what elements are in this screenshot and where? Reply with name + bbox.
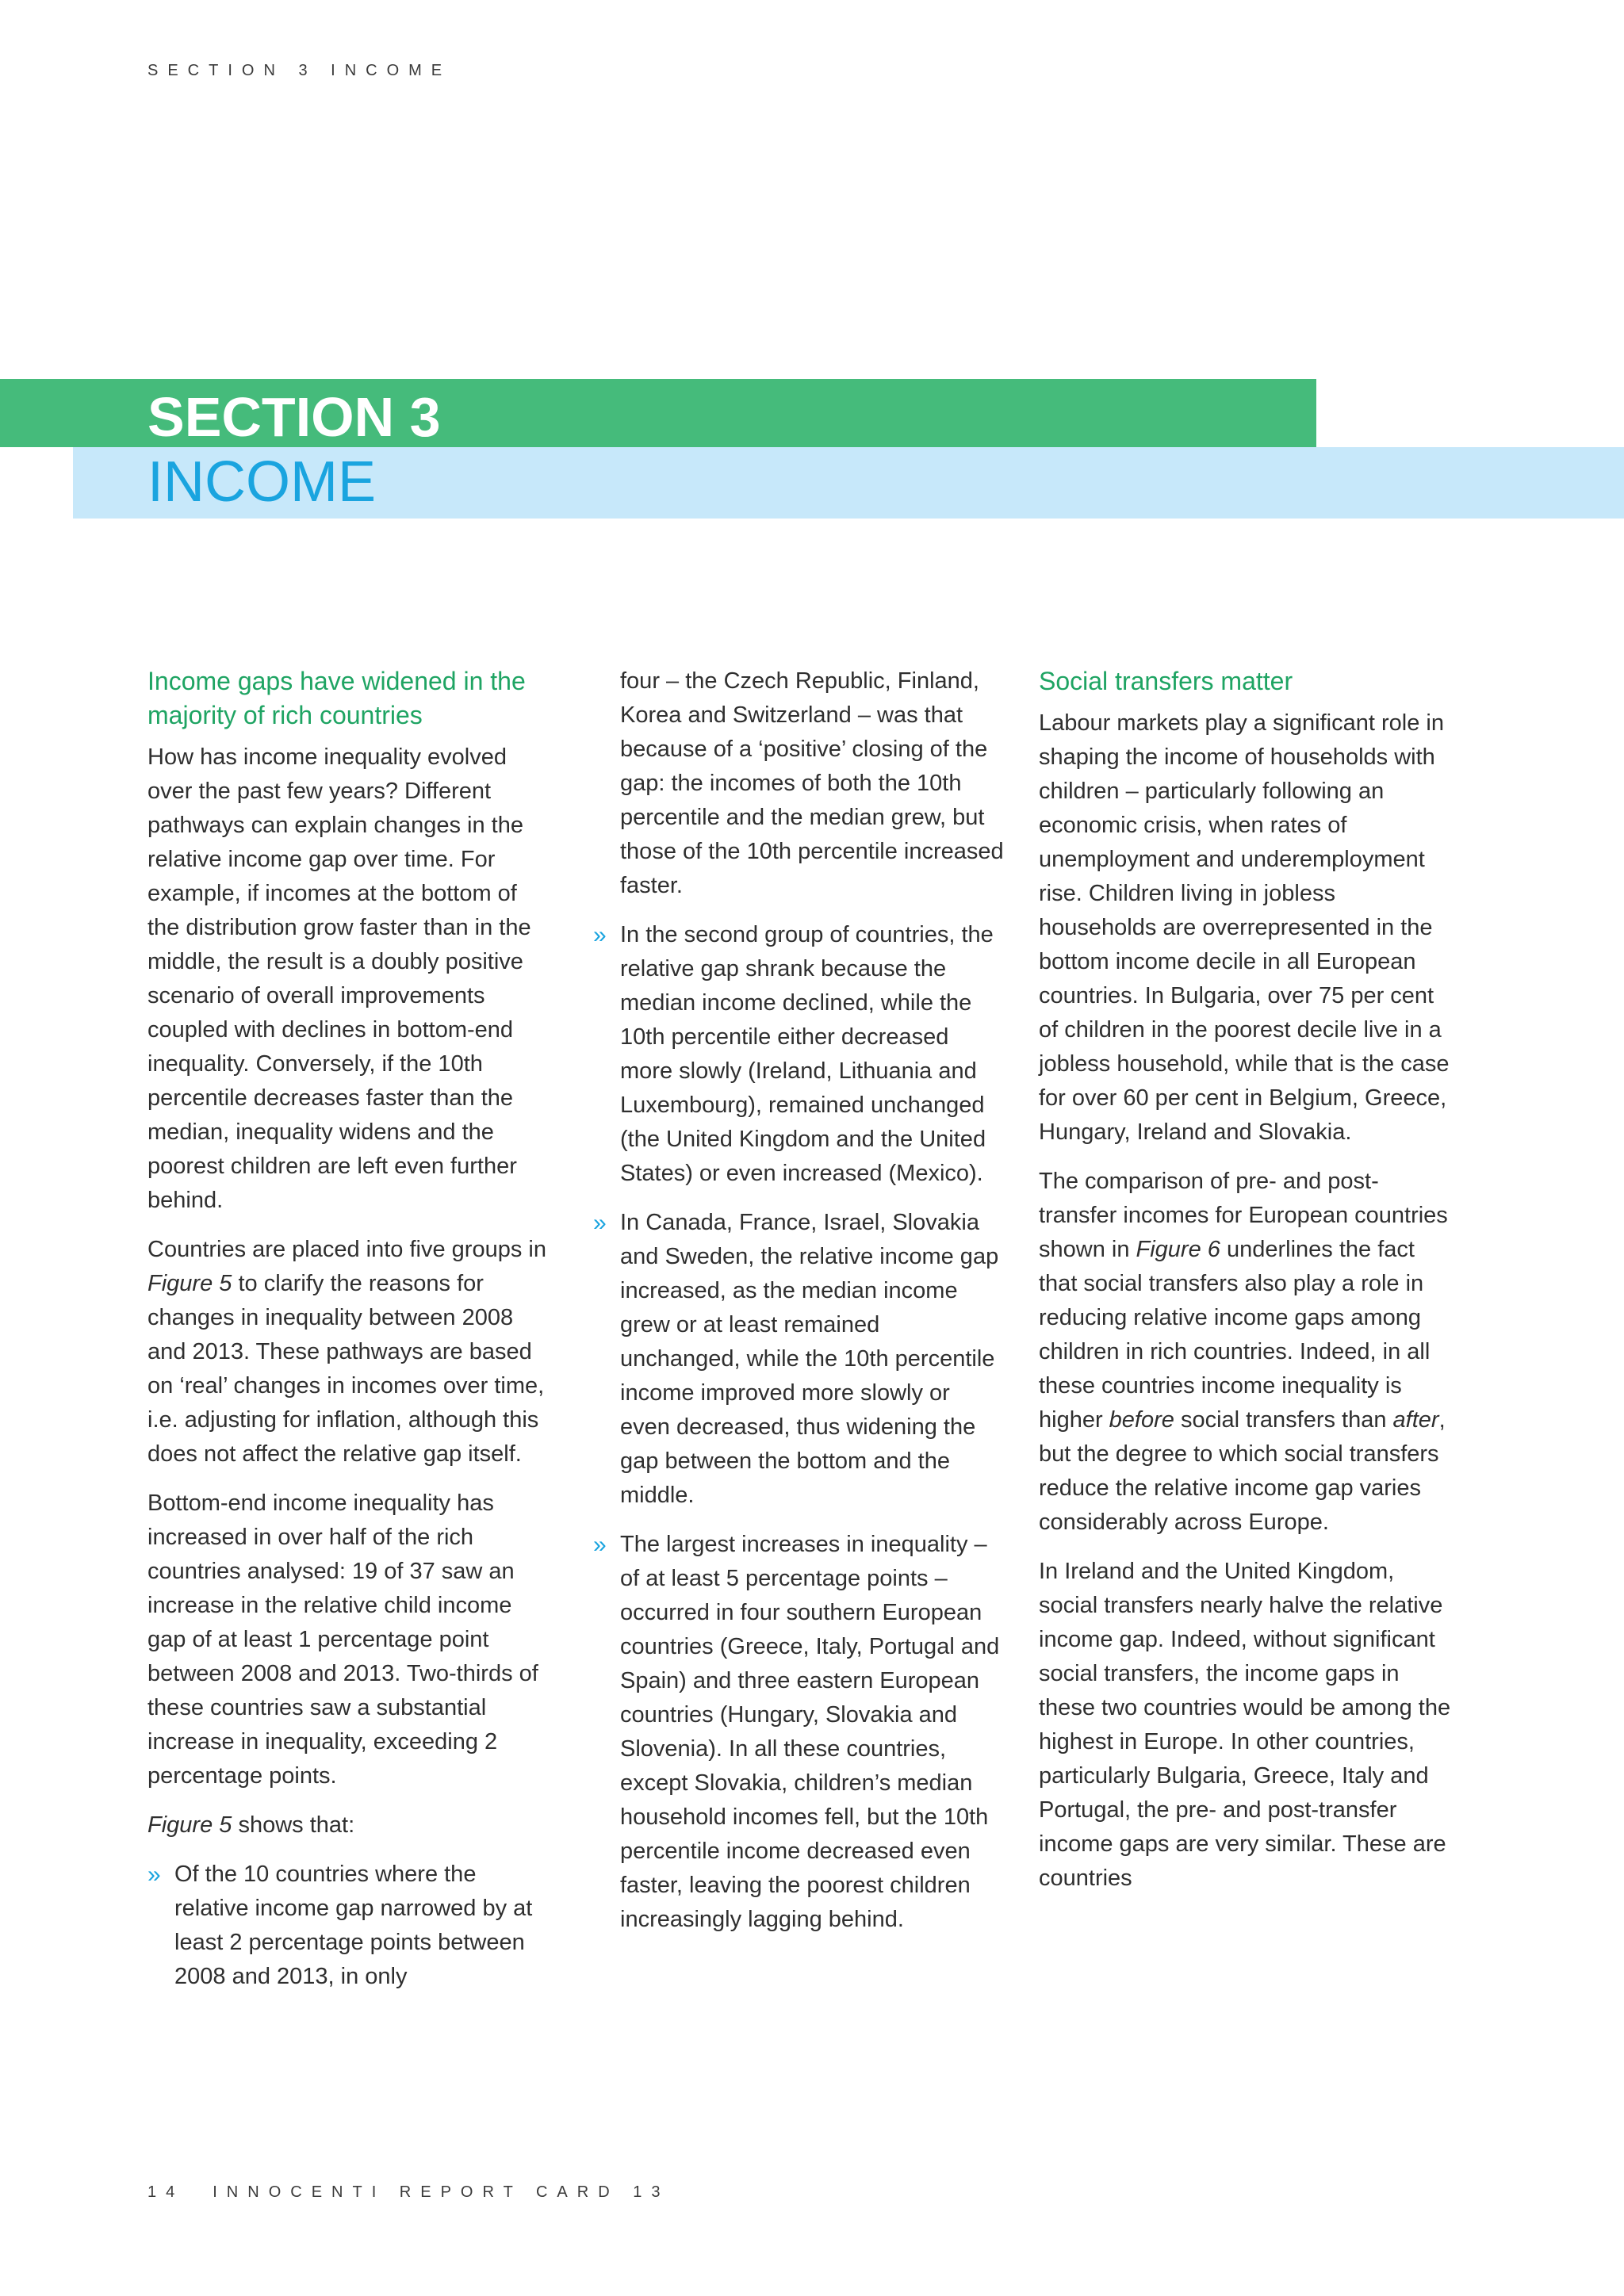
list-item: » In Canada, France, Israel, Slovakia and Sweden, the relative income gap increased, as the median income grew or at least remained unchanged, while the 10th percentile income improved more slowly or even decreased, thus widening the gap between the bottom and the middle.: [593, 1206, 1005, 1513]
page-footer: [147, 2183, 669, 2202]
bullet-chevron-icon: »: [593, 1210, 607, 1236]
column-2: [593, 664, 1005, 1952]
section-title: INCOME: [147, 450, 376, 514]
bullet-chevron-icon: »: [593, 1532, 607, 1558]
bullet-list: [147, 1858, 552, 1994]
list-item: » In the second group of countries, the relative gap shrank because the median income declined, while the 10th percentile either decreased more slowly (Ireland, Lithuania and Luxembourg), remained unchanged (the United Kingdom and the United States) or even increased (Mexico).: [593, 918, 1005, 1191]
column-3: [1039, 664, 1451, 1911]
paragraph: Bottom-end income inequality has increased in over half of the rich countries analysed: 19 of 37 saw an increase in the relative child income gap of at least 1 percentage point between 2008 and 2013. Two-thirds of these countries saw a substantial increase in inequality, exceeding 2 percentage points.: [147, 1490, 538, 1789]
emphasis: before: [1109, 1407, 1174, 1433]
emphasis: after: [1392, 1407, 1439, 1433]
figure-reference: Figure 5: [147, 1271, 232, 1296]
paragraph: Countries are placed into five groups in Figure 5 to clarify the reasons for changes in inequality between 2008 and 2013. These pathways are based on ‘real’ changes in incomes over time, i.e. adjusting for inflation, although this does not affect the relative gap itself.: [147, 1237, 546, 1467]
list-item: » The largest increases in inequality – of at least 5 percentage points – occurred in four southern European countries (Greece, Italy, Portugal and Spain) and three eastern European countries (Hungary, Slovakia and Slovenia). In all these countries, except Slovakia, children’s median household incomes fell, but the 10th percentile income decreased even faster, leaving the poorest children increasingly lagging behind.: [593, 1528, 1005, 1937]
bullet-list: [593, 918, 1005, 1937]
paragraph: Labour markets play a significant role in shaping the income of households with children – particularly following an economic crisis, when rates of unemployment and underemployment rise. Children living in jobless households are overrepresented in the bottom income decile in all European countries. In Bulgaria, over 75 per cent of children in the poorest decile live in a jobless household, while that is the case for over 60 per cent in Belgium, Greece, Hungary, Ireland and Slovakia.: [1039, 710, 1450, 1145]
figure-reference: Figure 6: [1136, 1237, 1220, 1262]
paragraph: In Ireland and the United Kingdom, social transfers nearly halve the relative income gap. Indeed, without significant social transfers, the income gaps in these two countries would be among the highest in Europe. In other countries, particularly Bulgaria, Greece, Italy and Portugal, the pre- and post-transfer income gaps are very similar. These are countries: [1039, 1559, 1451, 1891]
paragraph-continued: four – the Czech Republic, Finland, Korea and Switzerland – was that because of a ‘positive’ closing of the gap: the incomes of both the 10th percentile and the median grew, but those of the 10th percentile increased faster.: [620, 668, 1004, 898]
figure-reference: Figure 5: [147, 1812, 232, 1838]
section-label: SECTION 3: [147, 386, 441, 448]
page-number: 14: [147, 2183, 185, 2201]
paragraph: How has income inequality evolved over the past few years? Different pathways can explain changes in the relative income gap over time. For example, if incomes at the bottom of the distribution grow faster than in the middle, the result is a doubly positive scenario of overall improvements coupled with declines in bottom-end inequality. Conversely, if the 10th percentile decreases faster than the median, inequality widens and the poorest children are left even further behind.: [147, 744, 531, 1213]
subheading-income-gaps: Income gaps have widened in the majority of rich countries: [147, 667, 526, 729]
paragraph: Figure 5 shows that:: [147, 1812, 355, 1838]
running-head: SECTION 3 INCOME: [147, 62, 452, 79]
bullet-chevron-icon: »: [147, 1862, 161, 1888]
bullet-chevron-icon: »: [593, 922, 607, 948]
column-1: [147, 664, 552, 2009]
subheading-social-transfers: Social transfers matter: [1039, 667, 1293, 695]
publication-title: INNOCENTI REPORT CARD 13: [213, 2183, 670, 2201]
paragraph: The comparison of pre- and post-transfer incomes for European countries shown in Figure 6 underlines the fact that social transfers also play a role in reducing relative income gaps among children in rich countries. Indeed, in all these countries income inequality is higher before social transfers than after, but the degree to which social transfers reduce the relative income gap varies considerably across Europe.: [1039, 1169, 1448, 1535]
list-item: » Of the 10 countries where the relative income gap narrowed by at least 2 percentage points between 2008 and 2013, in only: [147, 1858, 552, 1994]
